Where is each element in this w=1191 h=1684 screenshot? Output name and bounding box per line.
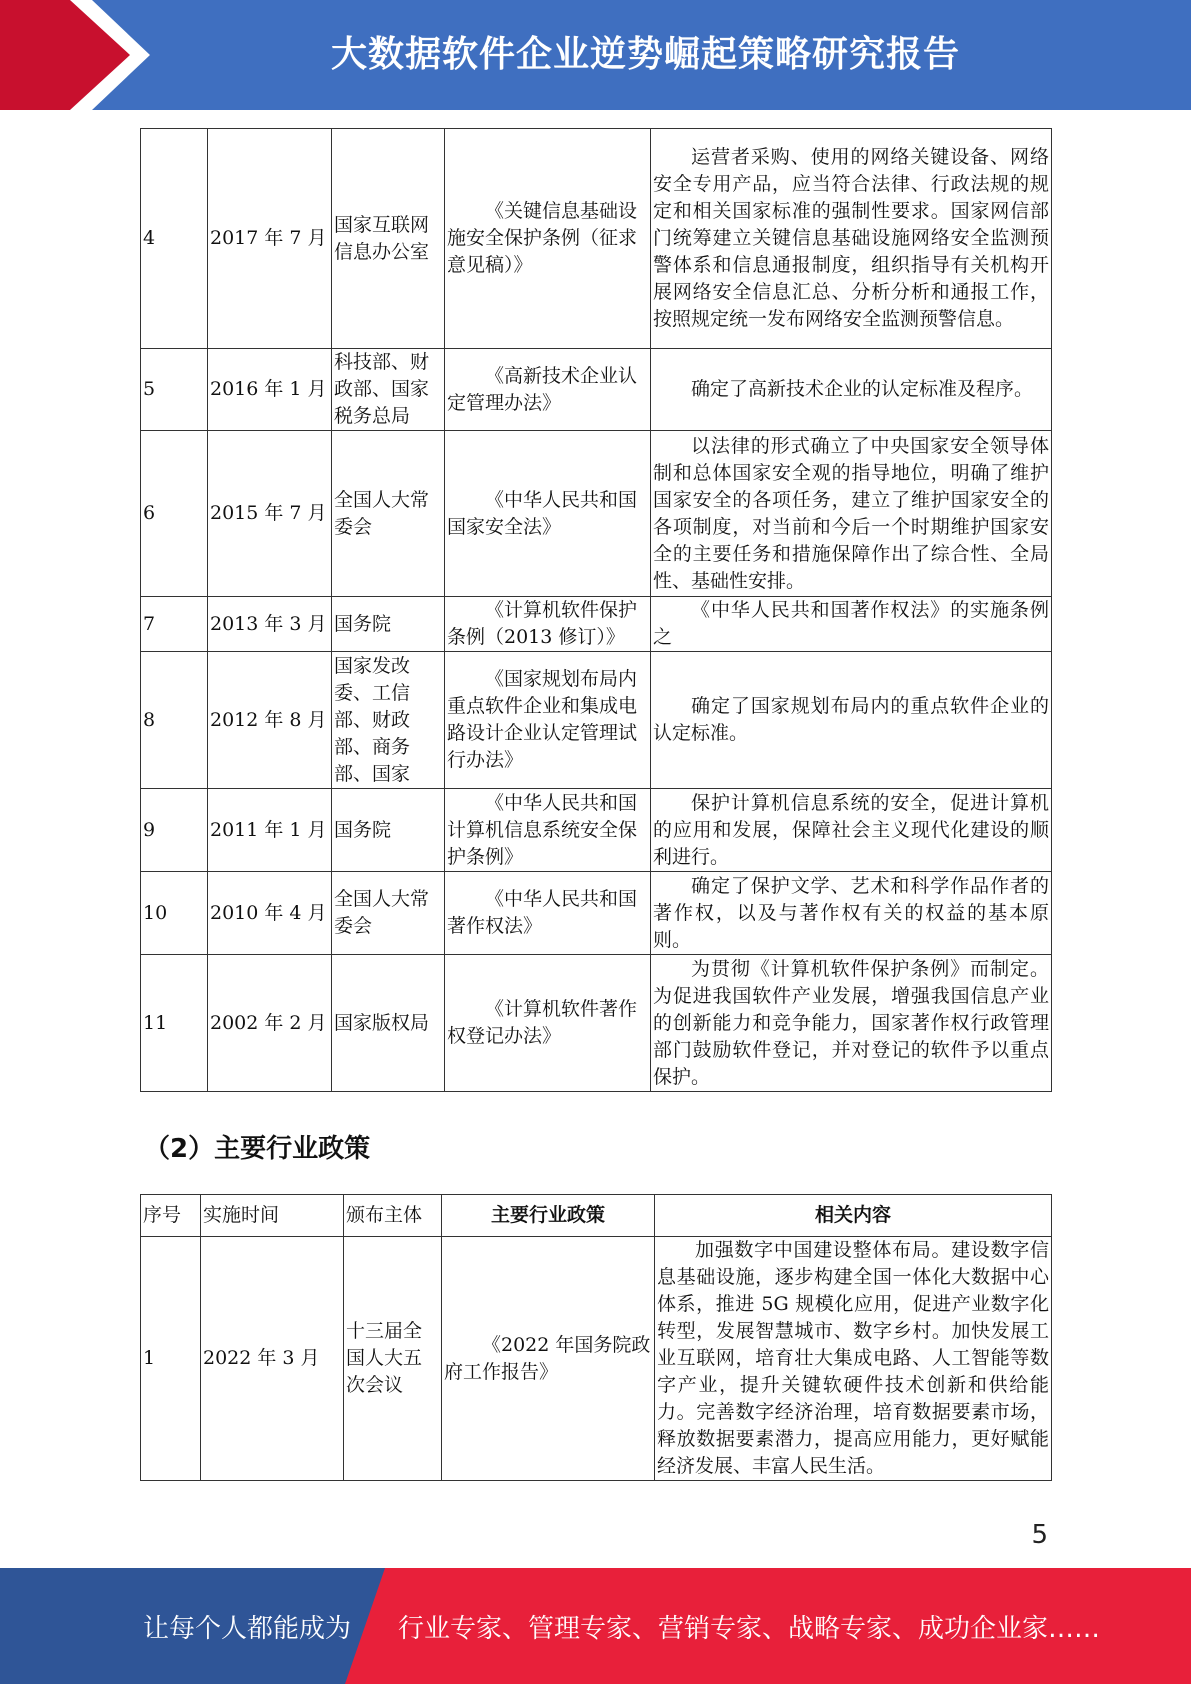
row-number: 1: [141, 1237, 201, 1481]
row-content: 保护计算机信息系统的安全，促进计算机的应用和发展，保障社会主义现代化建设的顺利进行。: [651, 789, 1052, 872]
row-policy: 《高新技术企业认定管理办法》: [445, 349, 651, 431]
row-number: 7: [141, 597, 208, 652]
table-row: [141, 431, 1052, 597]
row-number: 6: [141, 431, 208, 597]
row-date: 2012 年 8 月: [208, 652, 332, 789]
row-policy: 《中华人民共和国计算机信息系统安全保护条例》: [445, 789, 651, 872]
row-authority: [332, 349, 445, 431]
row-number: 11: [141, 955, 208, 1092]
row-authority: 十三届全国人大五次会议: [344, 1237, 442, 1481]
row-content: 确定了高新技术企业的认定标准及程序。: [651, 349, 1052, 431]
row-content: 确定了国家规划布局内的重点软件企业的认定标准。: [651, 652, 1052, 789]
row-policy: 《计算机软件著作权登记办法》: [445, 955, 651, 1092]
table-row: [141, 872, 1052, 955]
row-content: 以法律的形式确立了中央国家安全领导体制和总体国家安全观的指导地位，明确了维护国家安全的各项任务，建立了维护国家安全的各项制度，对当前和今后一个时期维护国家安全的主要任务和措施保障作出了综合性、全局性、基础性安排。: [651, 431, 1052, 597]
header-policy: 主要行业政策: [442, 1195, 655, 1237]
header-no: 序号: [141, 1195, 201, 1237]
row-policy: 《中华人民共和国著作权法》: [445, 872, 651, 955]
table-row: [141, 1237, 1052, 1481]
row-date: 2015 年 7 月: [208, 431, 332, 597]
row-date: 2013 年 3 月: [208, 597, 332, 652]
row-policy: 《国家规划布局内重点软件企业和集成电路设计企业认定管理试行办法》: [445, 652, 651, 789]
row-authority: 国务院: [332, 597, 445, 652]
report-title: 大数据软件企业逆势崛起策略研究报告: [330, 34, 960, 75]
row-authority: [332, 652, 445, 789]
header-authority: 颁布主体: [344, 1195, 442, 1237]
row-authority: 全国人大常委会: [332, 872, 445, 955]
row-authority: 国务院: [332, 789, 445, 872]
table-row: [141, 597, 1052, 652]
section-heading: （2）主要行业政策: [144, 1134, 371, 1164]
row-policy: 《关键信息基础设施安全保护条例（征求意见稿）》: [445, 129, 651, 349]
row-content: 《中华人民共和国著作权法》的实施条例之: [651, 597, 1052, 652]
row-authority-text: 国家发改委、工信部、财政部、商务部、国家: [334, 654, 411, 785]
row-policy: 《计算机软件保护条例（2013 修订）》: [445, 597, 651, 652]
table-row: [141, 955, 1052, 1092]
row-number: 10: [141, 872, 208, 955]
row-date: 2022 年 3 月: [201, 1237, 344, 1481]
row-number: 8: [141, 652, 208, 789]
table-row: [141, 789, 1052, 872]
row-number: 5: [141, 349, 208, 431]
row-date: 2016 年 1 月: [208, 349, 332, 431]
policy-table-1: [140, 128, 1052, 1092]
row-authority: 国家互联网信息办公室: [332, 129, 445, 349]
row-number: 4: [141, 129, 208, 349]
policy-table-2: [140, 1194, 1052, 1481]
page-header: [0, 0, 1191, 110]
row-number: 9: [141, 789, 208, 872]
table-row: [141, 652, 1052, 789]
row-policy: 《2022 年国务院政府工作报告》: [442, 1237, 655, 1481]
row-authority: 国家版权局: [332, 955, 445, 1092]
row-content: 加强数字中国建设整体布局。建设数字信息基础设施，逐步构建全国一体化大数据中心体系，推进 5G 规模化应用，促进产业数字化转型，发展智慧城市、数字乡村。加快发展工业互联网，培育壮大集成电路、人工智能等数字产业，提升关键软硬件技术创新和供给能力。完善数字经济治理，培育数据要素市场，释放数据要素潜力，提高应用能力，更好赋能经济发展、丰富人民生活。: [655, 1237, 1052, 1481]
row-date: 2002 年 2 月: [208, 955, 332, 1092]
row-policy: 《中华人民共和国国家安全法》: [445, 431, 651, 597]
row-authority: 全国人大常委会: [332, 431, 445, 597]
row-content: 为贯彻《计算机软件保护条例》而制定。为促进我国软件产业发展，增强我国信息产业的创新能力和竞争能力，国家著作权行政管理部门鼓励软件登记，并对登记的软件予以重点保护。: [651, 955, 1052, 1092]
page-footer: [0, 1568, 1191, 1684]
page-number: 5: [1031, 1520, 1048, 1550]
table-row: [141, 349, 1052, 431]
row-content: 确定了保护文学、艺术和科学作品作者的著作权，以及与著作权有关的权益的基本原则。: [651, 872, 1052, 955]
header-date: 实施时间: [201, 1195, 344, 1237]
row-date: 2010 年 4 月: [208, 872, 332, 955]
table-header-row: [141, 1195, 1052, 1237]
header-content: 相关内容: [655, 1195, 1052, 1237]
row-authority-text: 科技部、财政部、国家税务总局: [334, 351, 430, 427]
row-date: 2011 年 1 月: [208, 789, 332, 872]
footer-slogan-right: 行业专家、管理专家、营销专家、战略专家、成功企业家……: [398, 1614, 1101, 1644]
footer-slogan-left: 让每个人都能成为: [143, 1614, 352, 1644]
row-date: 2017 年 7 月: [208, 129, 332, 349]
table-row: [141, 129, 1052, 349]
row-content: 运营者采购、使用的网络关键设备、网络安全专用产品，应当符合法律、行政法规的规定和相关国家标准的强制性要求。国家网信部门统筹建立关键信息基础设施网络安全监测预警体系和信息通报制度，组织指导有关机构开展网络安全信息汇总、分析分析和通报工作，按照规定统一发布网络安全监测预警信息。: [651, 129, 1052, 349]
